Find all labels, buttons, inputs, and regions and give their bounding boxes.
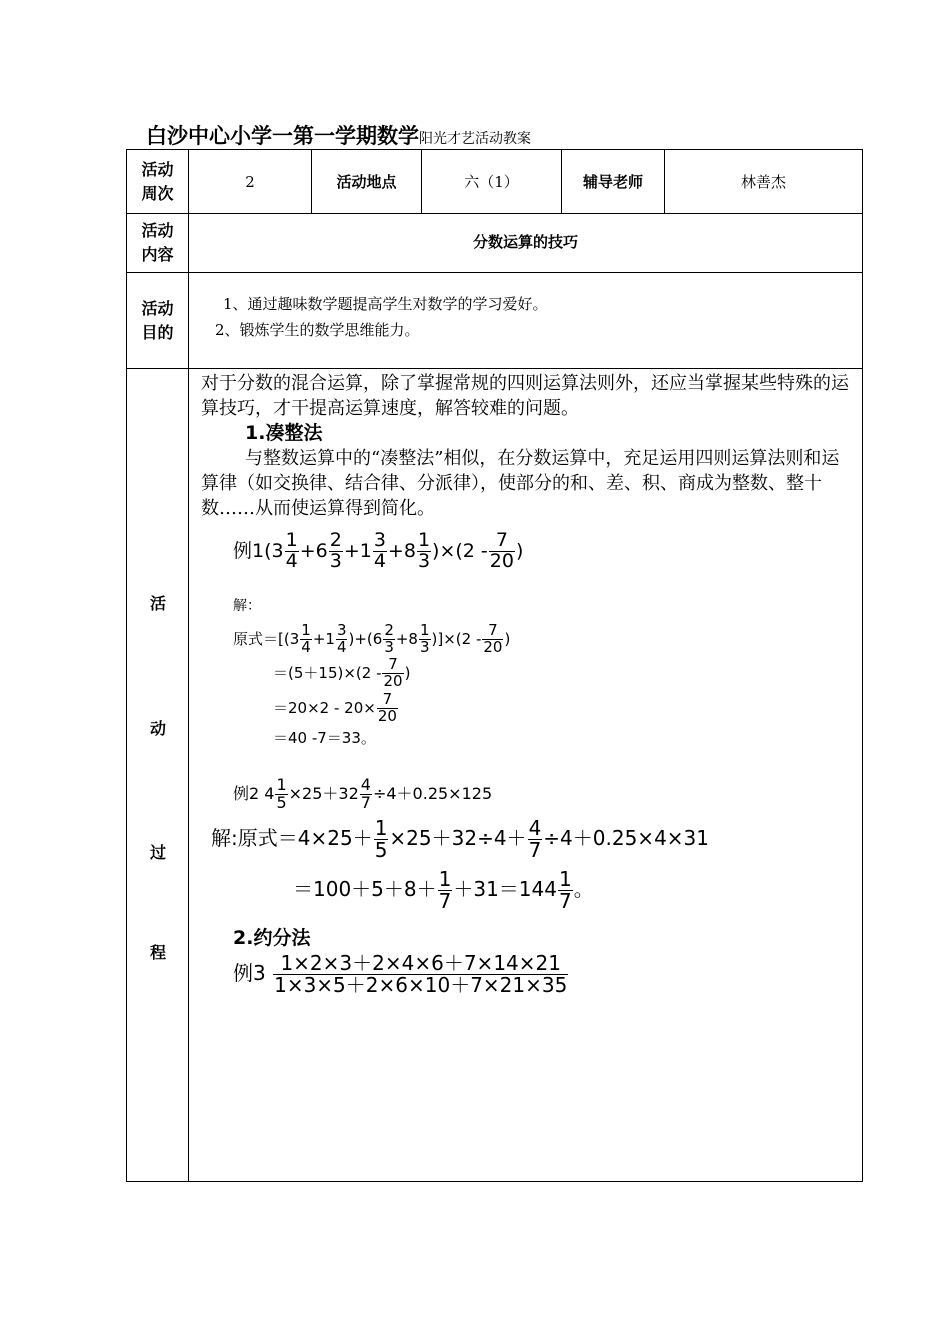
section2-title: 2.约分法 <box>233 926 311 949</box>
teacher-label: 辅导老师 <box>562 150 665 214</box>
solution1-line1: 原式＝[(3 $\frac{1}{4}$ +1 $\frac{3}{4}$ )+(6 $\frac{2}{3}$ +8 $\frac{1}{3}$ )]×(2 - $\frac{7}{20}$ ) <box>233 620 511 656</box>
example3 <box>233 950 852 997</box>
section1-title: 1.凑整法 <box>245 422 323 444</box>
example2: 例2 4 $\frac{1}{5}$ ×25＋32 $\frac{4}{7}$ ÷4＋0.25×125 <box>233 775 493 813</box>
place-value: 六（1） <box>422 150 562 214</box>
place-label: 活动地点 <box>312 150 422 214</box>
content-label-text: 活动 内容 <box>141 221 174 264</box>
section1-text: 与整数运算中的“凑整法”相似，在分数运算中，充足运用四则运算法则和运算律（如交换律、结合律、分派律），使部分的和、差、积、商成为整数、整十数……从而使运算得到简化。 <box>201 448 840 519</box>
goal-list <box>189 273 863 369</box>
solution1-line2: ＝(5＋15)×(2 - $\frac{7}{20}$ ) <box>273 655 411 691</box>
row-process <box>127 369 863 1182</box>
goal-label-text: 活动 目的 <box>141 298 174 342</box>
goal-item: 2、锻炼学生的数学思维能力。 <box>215 321 420 339</box>
content-label <box>127 214 189 273</box>
example3-numerator: 1×2×3＋2×4×6＋7×14×21 <box>280 950 561 975</box>
row-goal <box>127 273 863 369</box>
week-label-text: 活动 周次 <box>141 159 174 203</box>
process-char: 程 <box>149 943 166 962</box>
process-char: 过 <box>149 843 166 862</box>
process-label <box>127 369 189 1182</box>
title-sub: 阳光才艺活动教案 <box>419 131 531 147</box>
intro-text: 对于分数的混合运算，除了掌握常规的四则运算法则外，还应当掌握某些特殊的运算技巧，才干提高运算速度，解答较难的问题。 <box>201 373 849 419</box>
process-content <box>189 369 863 1182</box>
content-value: 分数运算的技巧 <box>189 214 863 273</box>
row-content <box>127 214 863 273</box>
document-title <box>146 120 531 150</box>
row-week <box>127 150 863 214</box>
week-label <box>127 150 189 214</box>
example1-label: 例1 <box>233 539 265 562</box>
example3-label: 例3 <box>233 960 266 985</box>
example3-denominator: 1×3×5＋2×6×10＋7×21×35 <box>274 972 568 997</box>
process-char: 活 <box>149 594 166 613</box>
process-char: 动 <box>149 719 166 738</box>
solution1-label: 解： <box>233 597 261 614</box>
title-main: 白沙中心小学一第一学期数学 <box>146 124 419 148</box>
solution2-label: 解:原式 <box>211 825 278 850</box>
week-value: 2 <box>189 150 312 214</box>
example2-label: 例2 <box>233 784 260 804</box>
lesson-plan-table <box>126 149 863 1182</box>
teacher-value: 林善杰 <box>665 150 863 214</box>
solution1-prefix: 原式 <box>233 629 264 648</box>
solution1-line4: ＝40 -7＝33。 <box>273 729 376 748</box>
solution2-line1: 解:原式＝4×25＋ $\frac{1}{5}$ ×25＋32÷4＋ $\frac{4}{7}$ ÷4＋0.25×4×31 <box>211 815 709 862</box>
example1: 例1(3 $\frac{1}{4}$ +6 $\frac{2}{3}$ +1 $\frac{3}{4}$ +8 $\frac{1}{3}$ )×(2 - $\frac{7}{20}$ ) <box>233 529 524 572</box>
solution1-line3: ＝20×2 - 20× $\frac{7}{20}$ <box>273 689 397 725</box>
example3-fraction <box>273 950 568 997</box>
solution2-line2: ＝100＋5＋8＋ $\frac{1}{7}$ ＋31＝144 $\frac{1}{7}$ 。 <box>293 866 594 913</box>
goal-item: 1、通过趣味数学题提高学生对数学的学习爱好。 <box>223 295 548 313</box>
goal-label <box>127 273 189 369</box>
